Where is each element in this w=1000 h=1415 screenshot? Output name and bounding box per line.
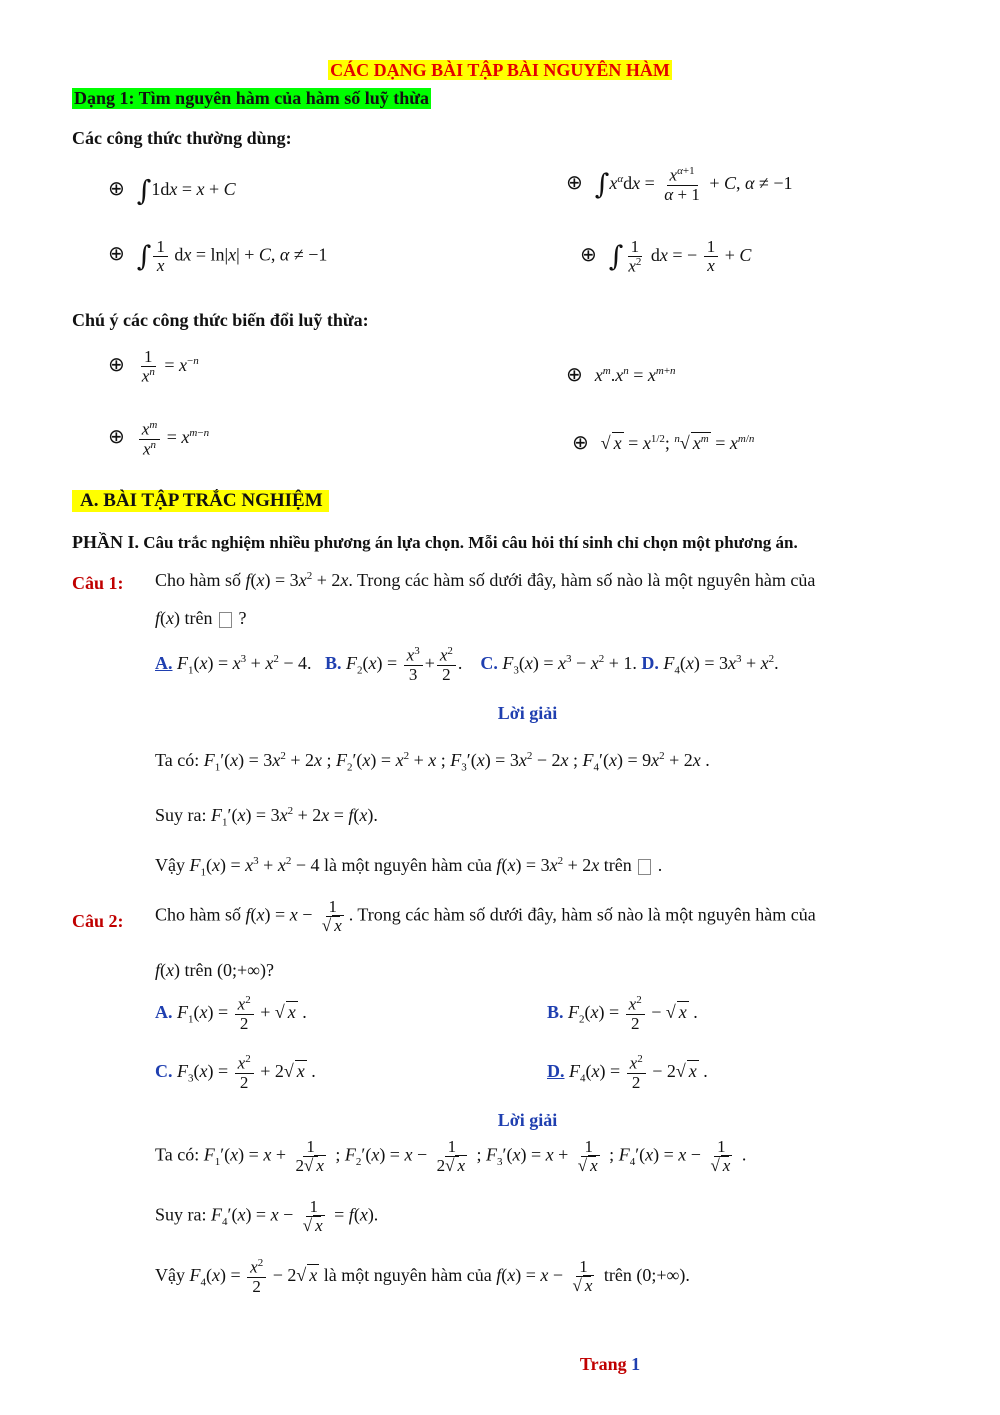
formula-integral-power: ⊕ $\int x^\alpha dx$ = $\frac{x^{\alpha+1}}{\alpha + 1}$ + C, α ≠ −1 (566, 165, 793, 204)
formulas-heading: Các công thức thường dùng: (72, 128, 292, 148)
question-2-label: Câu 2: (72, 911, 124, 931)
option-d[interactable]: D. (641, 652, 659, 673)
question-2-solution-heading: Lời giải (497, 1110, 558, 1130)
formula-integral-inverse-square: ⊕ ∫ $\frac{1}{x^2}$ dx = − $\frac{1}{x}$ + C (580, 237, 752, 276)
formula-integral-reciprocal: ⊕ ∫ $\frac{1}{x}$ dx = ln|x| + C, α ≠ −1 (108, 237, 328, 275)
question-1-solution-derivatives: Ta có: $F_1'(x) = 3x^2 + 2x$ ; $F_2'(x) = x^2 + x$ ; $F_3'(x) = 3x^2 - 2x$ ; $F_4'(x) = 9x^2 + 2x$ . (155, 750, 710, 774)
question-1-solution-heading: Lời giải (497, 703, 558, 723)
option-b[interactable]: B. (324, 652, 342, 673)
option-c[interactable]: C. (155, 1060, 173, 1081)
question-2-option-b: B. $F_2(x)$ = $\frac{x^2}{2}$ − √ x . (547, 994, 698, 1033)
option-a[interactable]: A. (155, 1001, 173, 1022)
question-1-options: A. $F_1(x) = x^3 + x^2 - 4$. B. $F_2(x)$ = $\frac{x^3}{3}$ + $\frac{x^2}{2}$ . C. $F_3(x) = x^3 - x^2 + 1$. D. $F_4(x) = 3x^3 + x^2$. (155, 645, 779, 684)
page-number: 1 (631, 1354, 641, 1374)
question-1-solution-conclusion: Vậy $F_1(x) = x^3 + x^2 - 4$ là một nguyên hàm của $f(x) = 3x^2 + 2x$ trên . (155, 855, 663, 879)
option-d[interactable]: D. (547, 1060, 565, 1081)
formula-quotient-power: ⊕ $\frac{x^m}{x^n}$ = $x^{m-n}$ (108, 419, 210, 459)
power-heading: Chú ý các công thức biến đổi luỹ thừa: (72, 310, 369, 330)
question-2-solution-deduce: Suy ra: $F_4'(x) = x$ − $\frac{1}{√ x}$ = f(x). (155, 1197, 379, 1235)
option-a[interactable]: A. (155, 652, 173, 673)
formula-root-power: ⊕ √ $x = x^{1/2}$; $^n$√ $x^m = x^{m/n}$ (572, 430, 755, 454)
question-1-stem-cont: f(x) trên ? (155, 608, 247, 628)
option-c[interactable]: C. (480, 652, 498, 673)
question-2-option-c: C. $F_3(x)$ = $\frac{x^2}{2}$ + 2√ x . (155, 1053, 316, 1092)
footer-label: Trang (579, 1354, 627, 1374)
question-2-solution-derivatives: Ta có: $F_1'(x) = x$ + $\frac{1}{2√ x}$ ; $F_2'(x) = x$ − $\frac{1}{2√ x}$ ; $F_3'(x) = x$ + $\frac{1}{√ x}$ ; $F_4'(x) = x$ − $\frac{1}{√ x}$ . (155, 1137, 747, 1175)
formula-integral-1: ⊕ ∫1dx = x + C (108, 173, 236, 207)
question-2-option-a: A. $F_1(x)$ = $\frac{x^2}{2}$ + √ x . (155, 994, 307, 1033)
question-1-solution-deduce: Suy ra: $F_1'(x) = 3x^2 + 2x = f(x)$. (155, 805, 378, 829)
question-2-stem-cont: f(x) trên (0;+∞)? (155, 960, 274, 980)
option-b[interactable]: B. (547, 1001, 564, 1022)
page-footer (0, 1354, 1000, 1375)
question-1-stem: Cho hàm số $f(x) = 3x^2 + 2x$. Trong các hàm số dưới đây, hàm số nào là một nguyên hàm của (155, 570, 816, 590)
section-dang-1: Dạng 1: Tìm nguyên hàm của hàm số luỹ thừa (74, 88, 430, 108)
question-2-option-d: D. $F_4(x)$ = $\frac{x^2}{2}$ − 2√ x . (547, 1053, 708, 1092)
section-a-heading: A. BÀI TẬP TRẮC NGHIỆM (72, 490, 329, 512)
question-1-label: Câu 1: (72, 573, 124, 593)
document-title: CÁC DẠNG BÀI TẬP BÀI NGUYÊN HÀM (330, 60, 670, 80)
question-2-stem: Cho hàm số f(x) = x − $\frac{1}{√ x}$ . Trong các hàm số dưới đây, hàm số nào là một nguyên hàm của (155, 897, 816, 935)
phan-1-intro: PHẦN I. Câu trắc nghiệm nhiều phương án lựa chọn. Mỗi câu hỏi thí sinh chỉ chọn một phương án. (72, 532, 798, 552)
question-2-solution-conclusion: Vậy $F_4(x)$ = $\frac{x^2}{2}$ − 2√ x là một nguyên hàm của f(x) = x − $\frac{1}{√ x}$ trên (0;+∞). (155, 1257, 690, 1296)
formula-negative-power: ⊕ $\frac{1}{x^n}$ = $x^{-n}$ (108, 347, 199, 386)
formula-product-power: ⊕ $x^m.x^n = x^{m+n}$ (566, 362, 676, 386)
